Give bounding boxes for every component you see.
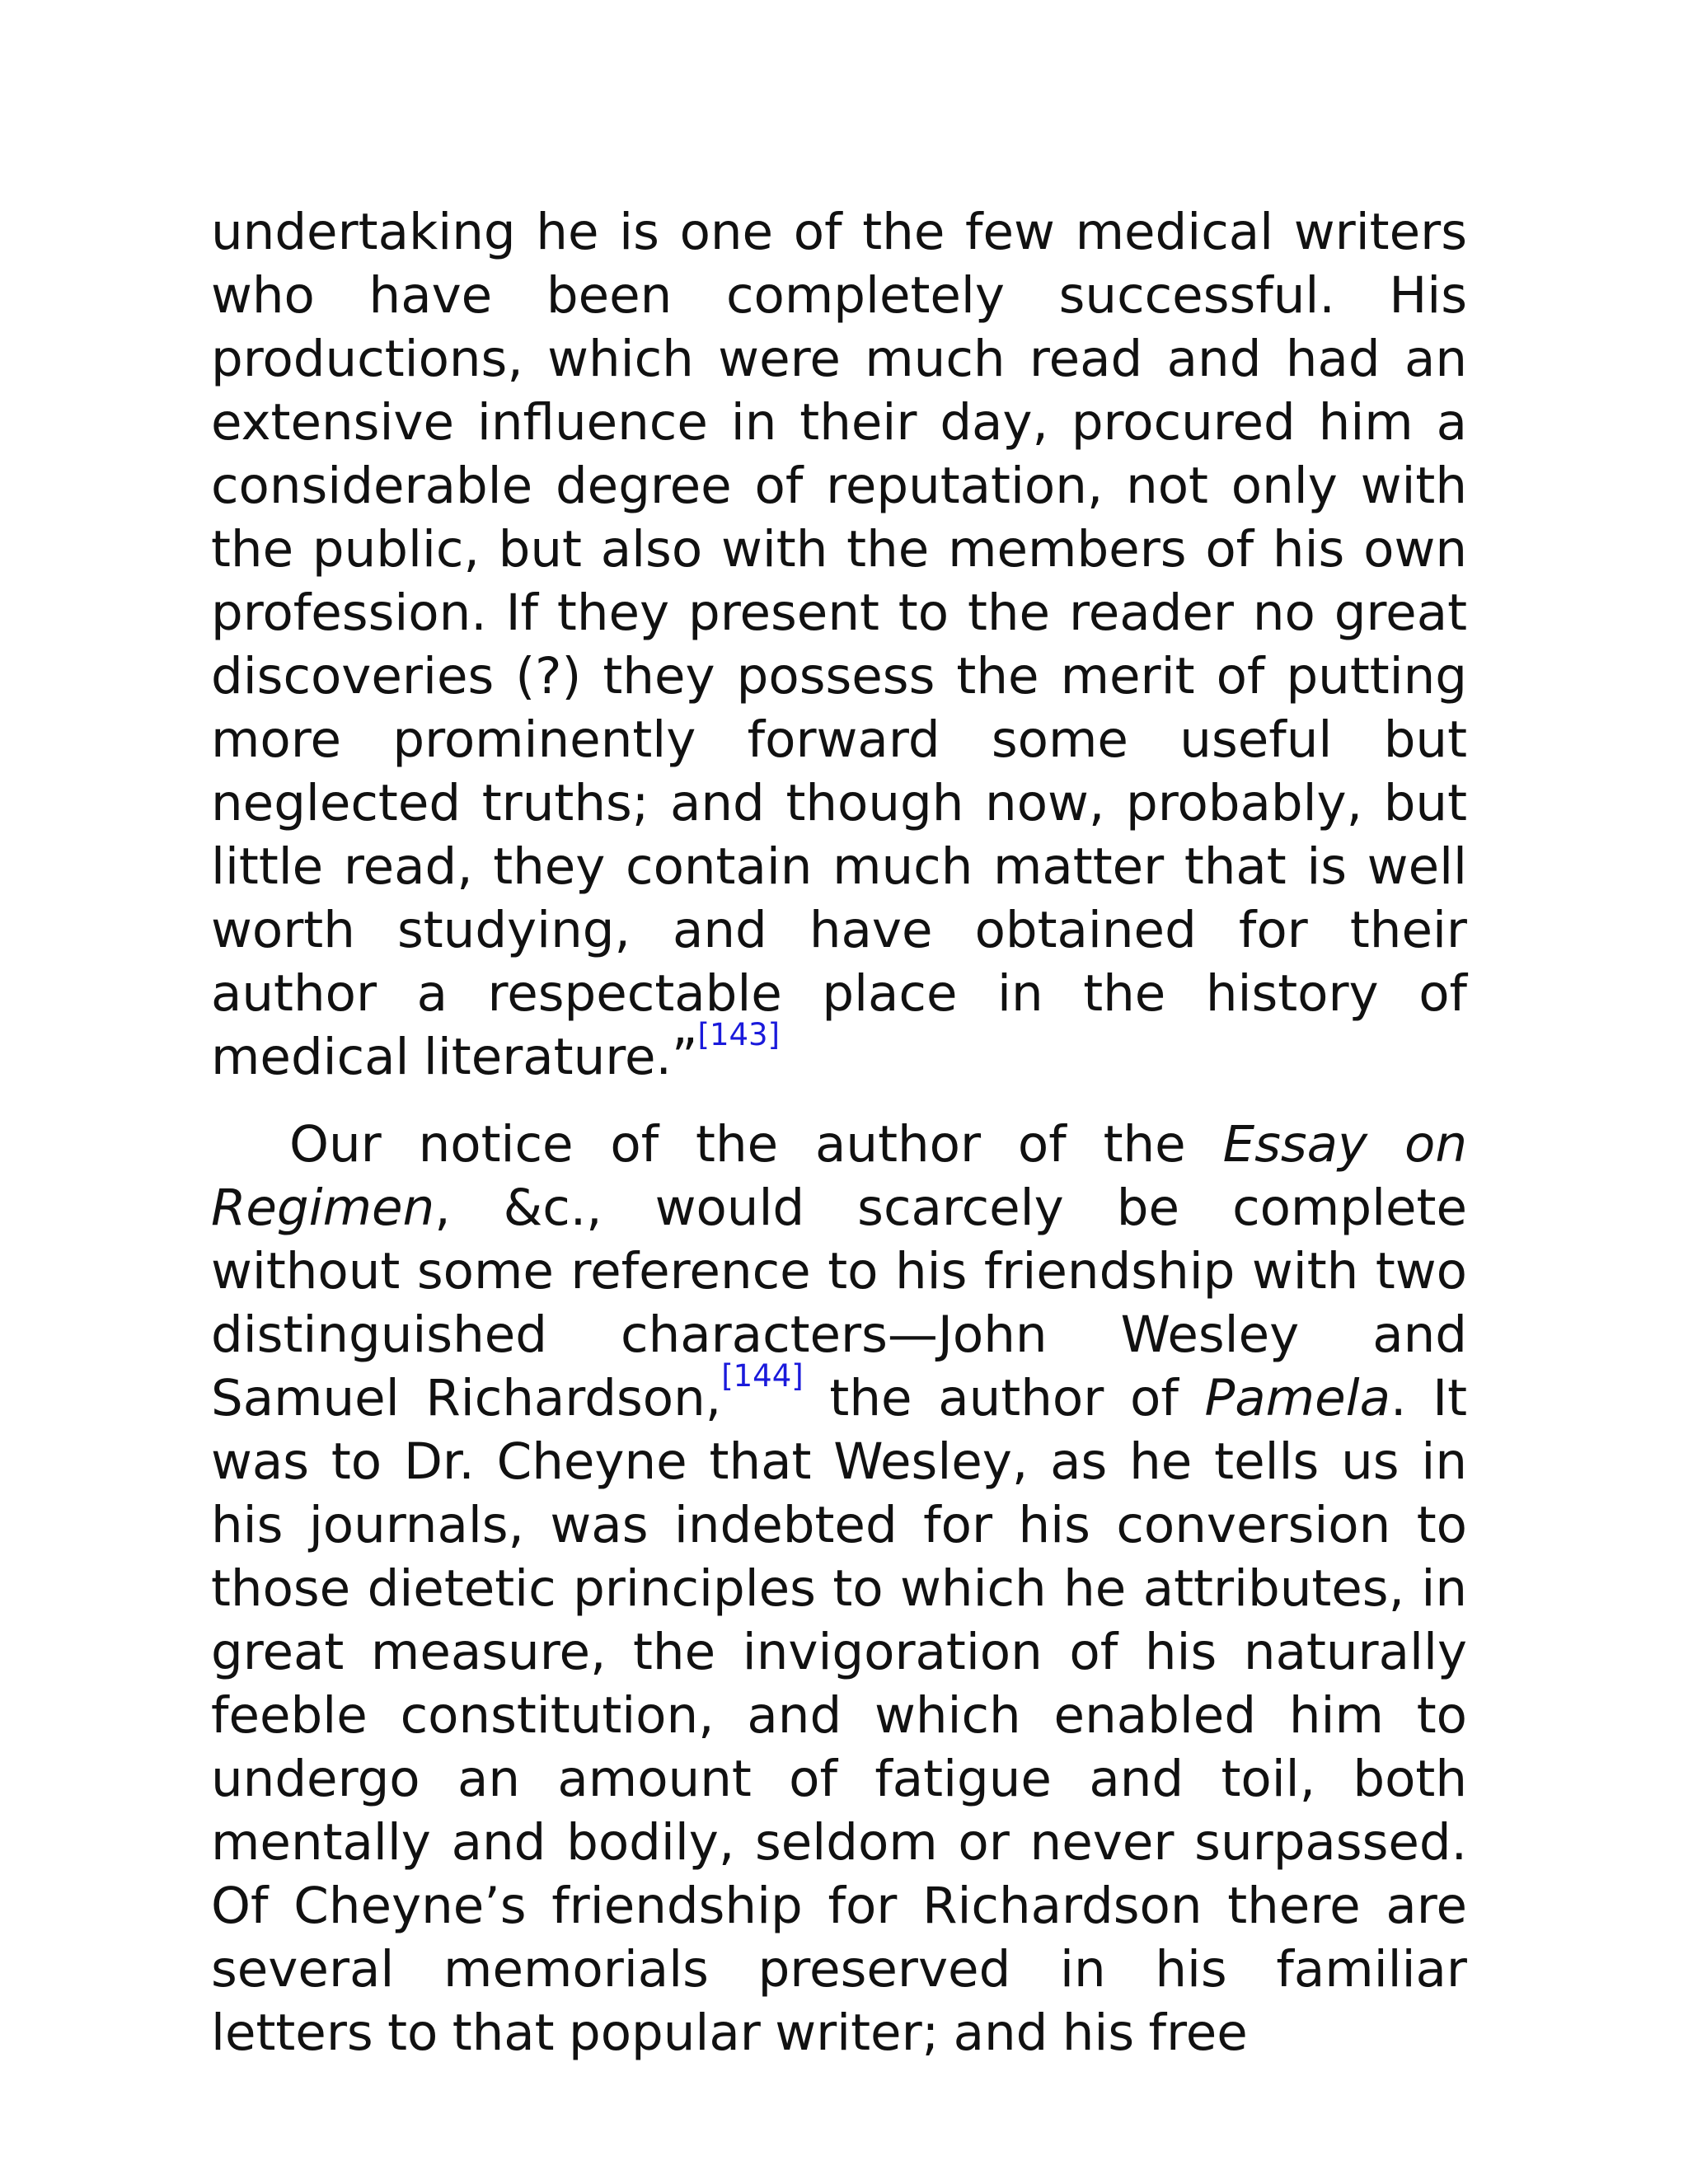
paragraph-text: . It was to Dr. Cheyne that Wesley, as he tells us in his journals, was indebted for his conversion to those dietetic principles to which he attributes, in great measure, the invigoration of his naturally feeble constitution, and which enabled him to undergo an amount of fatigue and toil, both mentally and bodily, seldom or never surpassed. Of Cheyne’s friendship for Richardson there are several memorials preserved in his familiar letters to that popular writer; and his free bbox=[211, 1369, 1467, 2062]
paragraph-text: undertaking he is one of the few medical writers who have been completely successful. His productions, which were much read and had an extensive influence in their day, procured him a considerable degree of reputation, not only with the public, but also with the members of his own profession. If they present to the reader no great discoveries (?) they possess the merit of putting more prominently forward some useful but neglected truths; and though now, probably, but little read, they contain much matter that is well worth studying, and have obtained for their author a respectable place in the history of medical literature.” bbox=[211, 203, 1467, 1086]
paragraph-cheyne-friendships bbox=[211, 1113, 1467, 2064]
paragraph-text: , &c., would scarcely be complete without some reference to his friendship with two distinguished characters—John Wesley and Samuel Richardson, bbox=[211, 1179, 1467, 1427]
book-title-pamela: Pamela bbox=[1204, 1369, 1390, 1427]
paragraph-continuation bbox=[211, 200, 1467, 1089]
body-text bbox=[211, 200, 1467, 2064]
footnote-link-143[interactable]: [143] bbox=[697, 1016, 781, 1052]
paragraph-text: the author of bbox=[803, 1369, 1205, 1427]
footnote-link-144[interactable]: [144] bbox=[721, 1357, 804, 1394]
paragraph-text: Our notice of the author of the bbox=[289, 1115, 1223, 1174]
book-title-essay-on-regimen: Essay on Regimen bbox=[211, 1115, 1467, 1237]
